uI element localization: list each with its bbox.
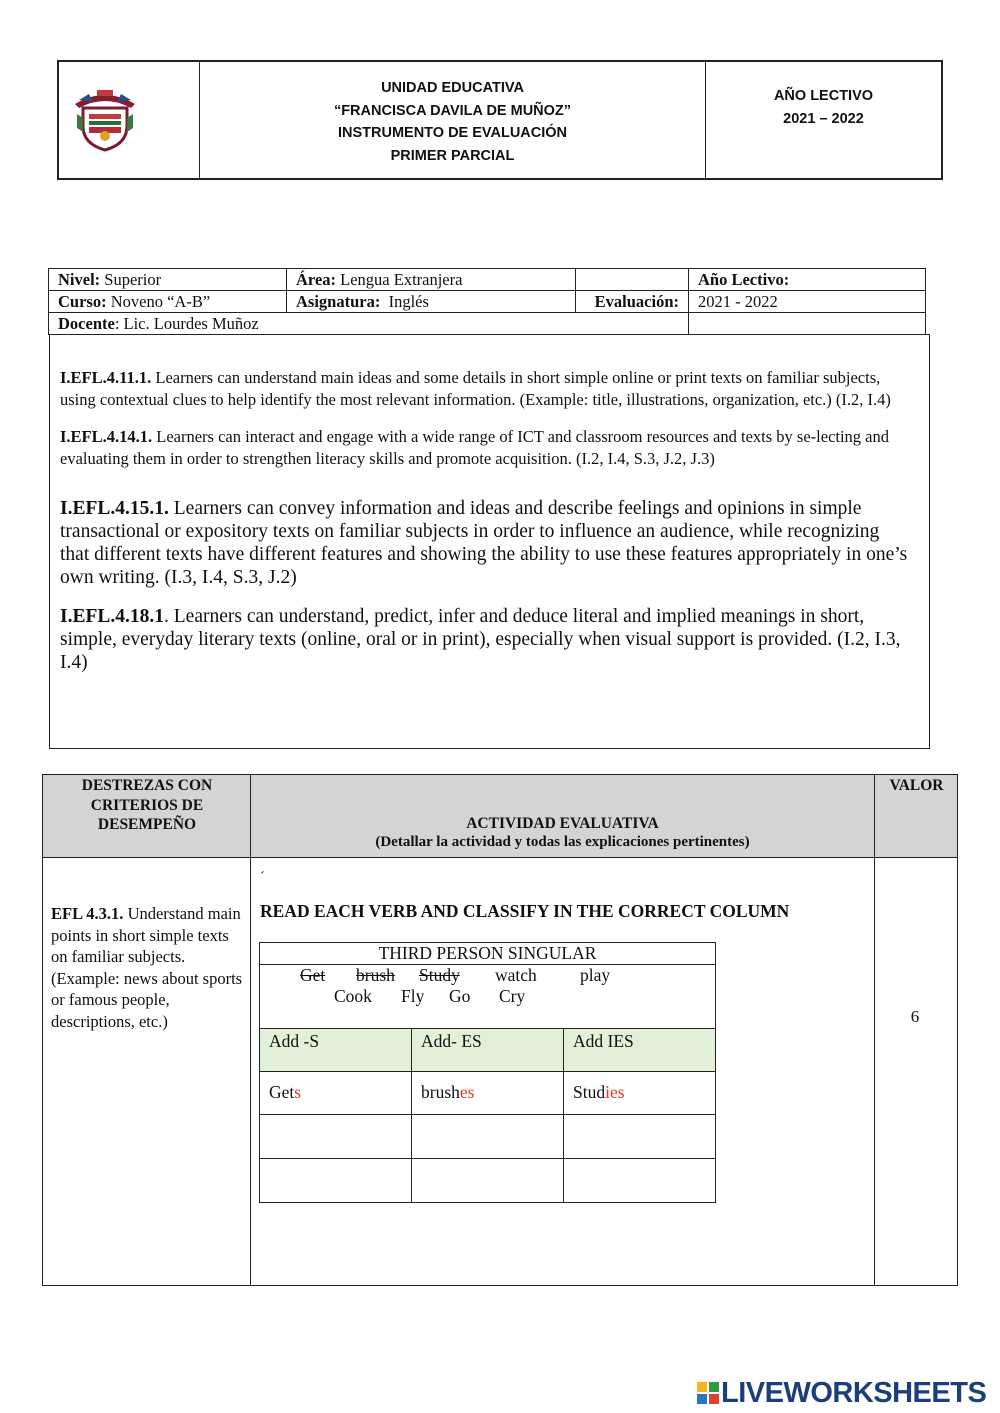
word-bank-item[interactable]: play [580,965,611,985]
example-add-ies [564,1072,716,1115]
example-stem: Get [269,1082,295,1102]
ano-label: Año Lectivo: [698,270,790,289]
indicator-1 [60,367,911,410]
example-add-es [412,1072,564,1115]
school-crest-icon [71,84,139,152]
area-value: Lengua Extranjera [340,270,463,289]
indicator-2 [60,426,911,469]
instrument-title: INSTRUMENTO DE EVALUACIÓN [337,125,568,141]
example-stem: brush [421,1082,460,1102]
info-table [48,268,926,335]
col-header-destrezas: DESTREZAS CON CRITERIOS DE DESEMPEÑO [81,777,213,833]
word-bank-item[interactable]: Study [419,965,460,985]
tick-mark: ´ [260,870,265,885]
curso-value: Noveno “A-B” [110,292,211,311]
answer-drop-cell[interactable] [260,1159,412,1203]
ano-label-cell [689,269,926,291]
example-add-s [260,1072,412,1115]
column-add-ies: Add IES [564,1029,716,1072]
answer-drop-cell[interactable] [564,1115,716,1159]
area-cell [287,269,576,291]
school-year-cell [706,62,941,178]
verb-classification-table [259,942,716,1203]
word-bank-row-1 [260,965,715,986]
docente-blank-cell [689,313,926,335]
document-header [57,60,943,180]
example-suffix: ies [605,1082,625,1102]
valor-value: 6 [910,1007,920,1026]
col-subheader-actividad: (Detallar la actividad y todas las explicaciones pertinentes) [375,834,750,850]
answer-drop-cell[interactable] [412,1115,564,1159]
word-bank-row-2 [260,986,715,1007]
indicator-4 [60,605,911,674]
indicator-3 [60,497,911,589]
school-name-line2: “FRANCISCA DAVILA DE MUÑOZ” [333,102,572,119]
indicator-code: I.EFL.4.11.1. [60,368,152,387]
instruction-text: READ EACH VERB AND CLASSIFY IN THE CORRECT COLUMN [260,901,790,921]
column-add-s: Add -S [260,1029,412,1072]
year-label: AÑO LECTIVO [773,88,874,104]
docente-cell [49,313,689,335]
example-suffix: s [294,1082,302,1102]
word-bank-item[interactable]: watch [495,965,537,985]
blank-cell [576,269,689,291]
nivel-cell [49,269,287,291]
nivel-value: Superior [104,270,162,289]
asignatura-label: Asignatura: [296,292,381,311]
evaluation-table [42,774,958,1286]
skill-code: EFL 4.3.1. [51,904,124,923]
curso-cell [49,291,287,313]
indicator-code: I.EFL.4.18.1 [60,606,165,627]
word-bank-item[interactable]: Fly [401,986,425,1006]
logo-cell [59,62,200,178]
nivel-label: Nivel: [58,270,101,289]
word-bank-item[interactable]: Get [300,965,326,985]
asignatura-cell [287,291,576,313]
word-bank-item[interactable]: brush [356,965,395,985]
column-divider [874,775,875,1285]
curso-label: Curso: [58,292,107,311]
indicator-text: Learners can understand main ideas and some details in short simple online or print texts on familiar subjects, using contextual clues to help identify the most relevant information. (Example: title, illustrations, organization, etc.) (I.2, I.4) [60,368,891,409]
indicator-code: I.EFL.4.15.1. [60,498,169,519]
indicator-text: . Learners can understand, predict, infer and deduce literal and implied meanings in short, simple, everyday literary texts (online, oral or in print), especially when visual support is provided. (I.2, I.3, I.4) [60,606,901,673]
indicators-box [49,334,930,749]
indicator-text: Learners can interact and engage with a wide range of ICT and classroom resources and texts by se-lecting and evaluating them in order to strengthen literacy skills and promote acquisition. (I.2, I.4, S.3, J.2, J.3) [60,427,890,468]
word-bank-item[interactable]: Cry [499,986,526,1006]
watermark-text: LIVEWORKSHEETS [721,1377,987,1409]
answer-drop-cell[interactable] [564,1159,716,1203]
asignatura-value: Inglés [388,292,429,311]
answer-drop-cell[interactable] [412,1159,564,1203]
evaluacion-cell [576,291,689,313]
evaluacion-label: Evaluación: [594,292,679,311]
word-bank-item[interactable]: Go [449,986,471,1006]
verb-table-title: THIRD PERSON SINGULAR [260,943,716,965]
ano-value-cell [689,291,926,313]
school-title-cell [200,62,706,178]
col-header-actividad: ACTIVIDAD EVALUATIVA [466,815,659,832]
period-title: PRIMER PARCIAL [390,147,515,164]
liveworksheets-logo-icon [697,1382,719,1404]
skill-text: Understand main points in short simple texts on familiar subjects. (Example: news about sports or famous people, descriptions, etc.) [51,904,243,1031]
word-bank-item[interactable]: Cook [334,986,372,1006]
area-label: Área: [296,270,337,289]
school-name-line1: UNIDAD EDUCATIVA [381,80,524,96]
skill-description [51,903,247,1032]
ano-value: 2021 - 2022 [698,292,778,311]
docente-label: Docente [58,314,115,333]
column-add-es: Add- ES [412,1029,564,1072]
year-value: 2021 – 2022 [783,110,864,127]
col-header-valor: VALOR [889,777,944,794]
indicator-text: Learners can convey information and ideas and describe feelings and opinions in simple transactional or expository texts on familiar subjects in order to influence an audience, while recognizing that different texts have different features and showing the ability to use these features appropriately in one’s own writing. (I.3, I.4, S.3, J.2) [60,498,908,588]
answer-drop-cell[interactable] [260,1115,412,1159]
example-suffix: es [459,1082,475,1102]
indicator-code: I.EFL.4.14.1. [60,427,153,446]
docente-value: : Lic. Lourdes Muñoz [114,314,259,333]
example-stem: Stud [573,1082,606,1102]
word-bank [260,965,716,1029]
